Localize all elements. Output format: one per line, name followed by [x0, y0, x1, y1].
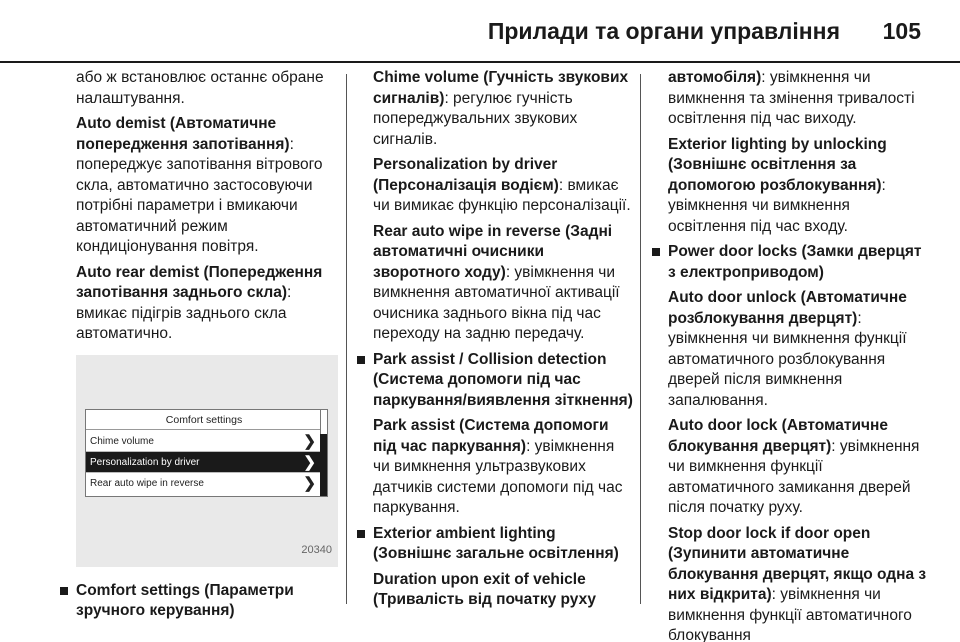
paragraph-chime-volume: Chime volume (Гучність звукових сигналів): регулює гучність попереджувальних звукових сигналів.: [373, 69, 629, 148]
bullet-exterior-lighting: Exterior ambient lighting (Зовнішнє загальне освітлення): [373, 524, 633, 565]
column-left: [76, 68, 338, 627]
header-rule: [0, 61, 960, 63]
column-right: [668, 68, 928, 642]
chevron-right-icon: ❯: [303, 474, 316, 492]
paragraph-auto-door-unlock: Auto door unlock (Автоматичне розблокування дверцят): увімкнення чи вимкнення функції автоматичного розблокування дверей після вимкнення запалювання.: [668, 289, 907, 409]
menu-item-chime-volume: Chime volume ❯: [86, 431, 322, 452]
paragraph: або ж встановлює останнє обране налаштування.: [76, 69, 324, 107]
paragraph-rear-auto-wipe: Rear auto wipe in reverse (Задні автоматичні очисники зворотного ходу): увімкнення чи вимкнення автоматичної активації очисника заднього вікна під час переходу на задню передачу.: [373, 222, 620, 342]
paragraph-duration-continued: автомобіля): увімкнення чи вимкнення та змінення тривалості освітлення під час виходу.: [668, 69, 915, 127]
paragraph-auto-rear-demist: Auto rear demist (Попередження запотівання заднього скла): вмикає підігрів заднього скла автоматично.: [76, 263, 323, 342]
paragraph-auto-door-lock: Auto door lock (Автоматичне блокування дверцят): увімкнення чи вимкнення функції автоматичного замикання дверей після початку руху.: [668, 417, 920, 516]
comfort-settings-figure: [76, 355, 338, 567]
column-middle: [373, 68, 633, 616]
paragraph-stop-door-lock: Stop door lock if door open (Зупинити автоматичне блокування дверцят, якщо одна з них відкрита): увімкнення чи вимкнення функції автоматичного блокування: [668, 524, 927, 642]
page-header: [0, 0, 960, 62]
bullet-park-assist: Park assist / Collision detection (Система допомоги під час паркування/виявлення зіткнення): [373, 350, 633, 412]
page-title: Прилади та органи управління: [487, 18, 840, 44]
chevron-right-icon: ❯: [303, 432, 316, 450]
paragraph-duration-exit: Duration upon exit of vehicle (Тривалість від початку руху: [373, 570, 597, 608]
scrollbar: [320, 410, 327, 496]
bullet-square-icon: [357, 356, 365, 364]
bullet-square-icon: [60, 587, 68, 595]
bullet-comfort-settings: Comfort settings (Параметри зручного керування): [76, 581, 338, 622]
bullet-power-door-locks: Power door locks (Замки дверцят з електроприводом): [668, 242, 928, 283]
display-screen: [85, 409, 328, 497]
paragraph-park-assist: Park assist (Система допомоги під час паркування): увімкнення чи вимкнення ультразвукових датчиків системи допомоги під час паркування.: [373, 417, 623, 516]
paragraph-auto-demist: Auto demist (Автоматичне попередження запотівання): попереджує запотівання вітрового скла, автоматично застосовуючи потрібні параметри і вмикаючи автоматичний режим кондиціонування повітря.: [76, 115, 323, 255]
bullet-square-icon: [652, 248, 660, 256]
screen-title: Comfort settings: [86, 410, 322, 430]
figure-number: 20340: [301, 544, 332, 556]
column-divider-right: [640, 74, 641, 604]
paragraph-exterior-unlocking: Exterior lighting by unlocking (Зовнішнє освітлення за допомогою розблокування): увімкнення чи вимкнення освітлення під час входу.: [668, 135, 887, 235]
page-number: 105: [882, 18, 921, 44]
menu-item-personalization: Personalization by driver ❯: [86, 452, 322, 473]
menu-item-rear-auto-wipe: Rear auto wipe in reverse ❯: [90, 474, 316, 492]
scrollbar-track: [320, 410, 327, 434]
bullet-square-icon: [357, 530, 365, 538]
chevron-right-icon: ❯: [303, 453, 316, 471]
paragraph-personalization: Personalization by driver (Персоналізація водієм): вмикає чи вимикає функцію персоналізації.: [373, 156, 631, 214]
column-divider-left: [346, 74, 347, 604]
